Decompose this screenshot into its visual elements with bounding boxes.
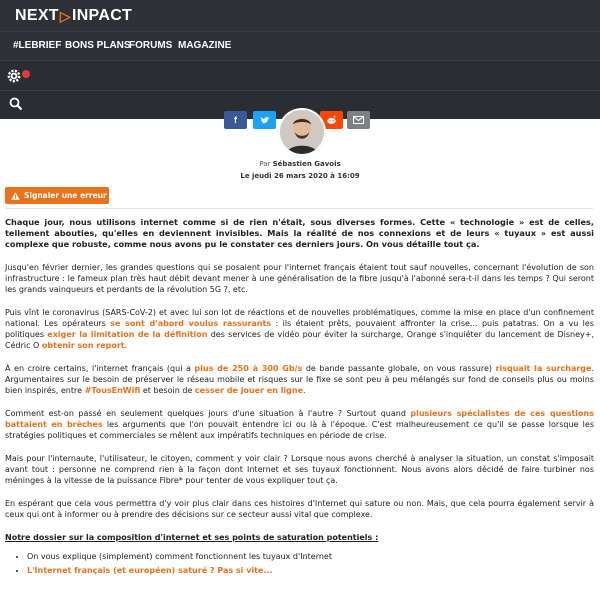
divider (5, 208, 593, 209)
text-run: . (124, 341, 128, 350)
text-run: À en croire certains, l'internet français (qui a (5, 364, 195, 373)
article-body (5, 217, 594, 579)
author-name[interactable]: Sébastien Gavois (272, 160, 341, 168)
text-run: . (303, 386, 306, 395)
logo-text-left: NEXT (15, 7, 59, 24)
notification-badge[interactable] (22, 70, 30, 78)
text-run: Puis vînt le coronavirus (SARS-CoV-2) et avec lui son lot de réactions et de nouvelles problématiques, comme la mise en place d'un confinement national. Les opérateurs (5, 308, 594, 328)
avatar-portrait (280, 110, 324, 154)
site-header (0, 0, 600, 31)
link-cesser-jouer[interactable]: cesser de jouer en ligne (194, 386, 304, 395)
nav-item-lebrief[interactable]: #LEBRIEF (13, 40, 62, 51)
share-email-button[interactable] (347, 111, 370, 129)
nav-item-magazine[interactable]: MAGAZINE (178, 40, 232, 51)
facebook-icon: f (234, 115, 237, 125)
report-error-button[interactable] (5, 187, 109, 204)
logo-text-right: INPACT (71, 7, 133, 24)
reddit-icon (326, 115, 337, 125)
nav-item-bons-plans[interactable]: BONS PLANS (65, 40, 131, 51)
text-run: de bande passante globale, on vous rassure) (302, 364, 496, 373)
link-risquait-surcharge[interactable]: risquait la surcharge (495, 364, 592, 373)
publish-date (0, 172, 600, 180)
article-paragraph-1: Jusqu'en février dernier, les grandes questions qui se posaient pour l'internet français étaient tout sauf nouvelles, concernant l'évolution de son infrastructure : le fameux plan très haut débit devant mener à une généralisation de la fibre jusqu'à l'abonné sera-t-il dans les temps ? Qui seront les grands vainqueurs et perdants de la révolution 5G ?, etc. (5, 263, 594, 294)
author-byline (0, 160, 600, 168)
dossier-item-text: On vous explique (simplement) comment fonctionnent les tuyaux d'Internet (27, 552, 332, 561)
article-lead: Chaque jour, nous utilisons internet comme si de rien n'était, sous diverses formes. Cette « technologie » est de celles, tellement abouties, qu'elles en deviennent invisibles. Mais la réalité de nos connexions et de leurs « tuyaux » est aussi complexe que robuste, comme nous avons pu le constater ces derniers jours. On vous détaille tout ça. (5, 217, 594, 249)
text-run: les arguments que l'on pouvait entendre ici ou là à l'époque. C'est malheureusement ce qu'il se passe lorsque les stratégies politiques et commerciales se mêlent aux impératifs techniques en période de crise. (5, 420, 594, 440)
link-bande-passante[interactable]: plus de 250 à 300 Gb/s (194, 364, 303, 373)
search-icon[interactable] (9, 97, 23, 111)
warning-icon (11, 192, 20, 200)
text-run: des services de vidéo pour éviter la surcharge, Orange s'inquiéter du lancement de Disney+, Cédric O (5, 330, 594, 350)
author-avatar[interactable] (278, 108, 326, 156)
share-facebook-button[interactable] (224, 111, 247, 129)
text-run: . Argumentaires sur le besoin de préserver le réseau mobile et risques sur le fixe se sont peu à peu mélangés sur fond de conseils plus ou moins bien inspirés, entre (5, 364, 594, 395)
text-run: et besoin de (140, 386, 195, 395)
gear-icon[interactable] (6, 68, 22, 84)
site-logo[interactable] (15, 5, 132, 27)
logo-triangle-icon: ▷ (59, 7, 71, 24)
article-paragraph-3 (5, 363, 594, 396)
share-twitter-button[interactable] (253, 111, 276, 129)
article-paragraph-6: En espérant que cela vous permettra d'y voir plus clair dans ces histoires d'Internet qui sature ou non. Mais, que cela pourra également servir à ceux qui ont à informer ou à prendre des décisions sur ce secteur aussi vital que complexe. (5, 499, 594, 519)
user-toolbar (0, 60, 600, 91)
list-item (27, 565, 594, 576)
report-error-label: Signaler une erreur (24, 191, 107, 200)
twitter-icon (260, 116, 270, 125)
publish-date-text: Le jeudi 26 mars 2020 à 16:09 (240, 172, 360, 180)
article-paragraph-5: Mais pour l'internaute, l'utilisateur, le citoyen, comment y voir clair ? Lorsque nous avons cherché à analyser la situation, un constat s'imposait avant tout : personne ne comprend rien à la façon dont Internet et ses tuyaux fonctionnent. Nous avons alors décidé de faire turbiner nos méninges à la vitesse de la puissance Fibre* pour tenter de vous expliquer tout ça. (5, 454, 594, 485)
link-tousenwifi[interactable]: #TousEnWifi (84, 386, 141, 395)
author-prefix: Par (259, 160, 271, 168)
dossier-list (5, 551, 594, 576)
dossier-title: Notre dossier sur la composition d'internet et ses points de saturation potentiels : (5, 533, 379, 542)
list-item (27, 551, 594, 562)
text-run: : ils étaient prêts, pouvaient affronter la crise... puis patatras. On a vu les politiques (5, 319, 594, 339)
article-paragraph-4 (5, 408, 594, 441)
nav-item-forums[interactable]: FORUMS (129, 40, 173, 51)
text-run: Comment est-on passé en seulement quelques jours d'une situation à l'autre ? Surtout quand (5, 409, 411, 418)
link-specialistes[interactable]: plusieurs spécialistes de ces questions battaient en brèches (5, 409, 594, 429)
dossier-item-link[interactable]: L'Internet français (et européen) saturé ? Pas si vite... (27, 566, 273, 575)
email-icon (353, 116, 364, 124)
link-limitation-definition[interactable]: exiger la limitation de la définition (47, 330, 208, 339)
link-operateurs-rassurants[interactable]: se sont d'abord voulus rassurants (110, 319, 272, 328)
link-obtenir-report[interactable]: obtenir son report (41, 341, 125, 350)
main-nav (0, 31, 600, 61)
article-paragraph-2 (5, 307, 594, 351)
